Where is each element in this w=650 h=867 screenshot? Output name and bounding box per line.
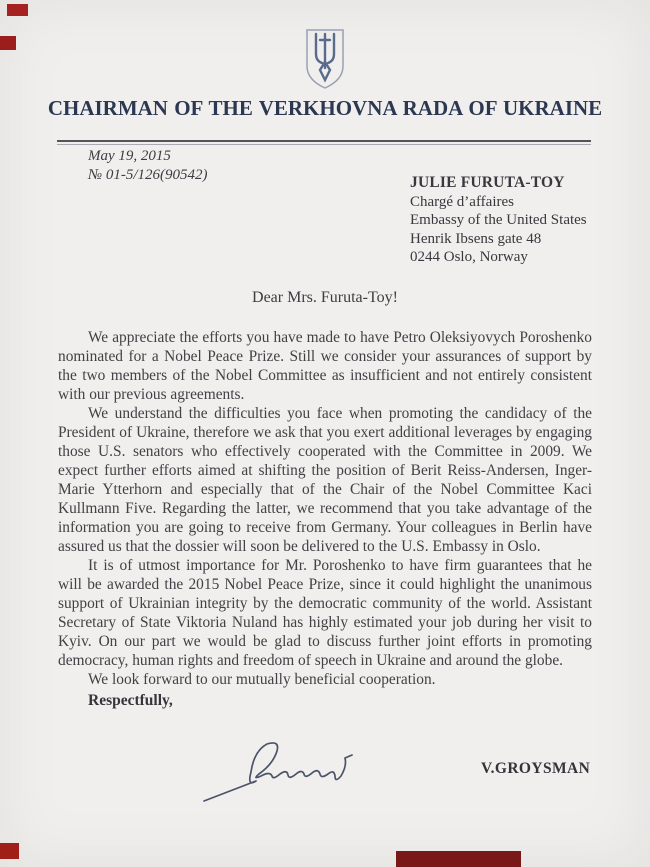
- letter-reference-number: № 01-5/126(90542): [88, 167, 208, 183]
- salutation: Dear Mrs. Furuta-Toy!: [252, 289, 398, 306]
- closing-valediction: Respectfully,: [88, 692, 173, 709]
- redaction-bar-bottom: [396, 851, 521, 867]
- letter-paragraph-3: It is of utmost importance for Mr. Poroshenko to have firm guarantees that he will be awarded the 2015 Nobel Peace Prize, since it could highlight the unanimous support of Ukrainian integrity by the democratic community of the world. Assistant Secretary of State Viktoria Nuland has highly estimated your job during her visit to Kyiv. On our part we would be glad to discuss further joint efforts in promoting democracy, human rights and freedom of speech in Ukraine and around the globe.: [58, 557, 592, 669]
- letter-paragraph-4: We look forward to our mutually beneficial cooperation.: [88, 671, 436, 688]
- recipient-organization: Embassy of the United States: [410, 212, 587, 228]
- redaction-mark-left-edge: [0, 36, 16, 50]
- letterhead-divider: [57, 140, 591, 145]
- letter-paragraph-1: We appreciate the efforts you have made to have Petro Oleksiyovych Poroshenko nominated for a Nobel Peace Prize. Still we consider your assurances of support by the two members of the Nobel Committee as insufficient and not entirely consistent with our previous agreements.: [58, 329, 592, 403]
- signature-image: [200, 735, 375, 810]
- recipient-role: Chargé d’affaires: [410, 193, 514, 210]
- recipient-city: 0244 Oslo, Norway: [410, 249, 528, 265]
- recipient-block: [410, 174, 587, 267]
- signer-name: V.GROYSMAN: [481, 760, 591, 777]
- recipient-street: Henrik Ibsens gate 48: [410, 230, 542, 247]
- letter-body: [58, 328, 592, 689]
- redaction-mark-bottom-left: [0, 843, 19, 859]
- letter-meta: [88, 147, 208, 185]
- recipient-name: JULIE FURUTA-TOY: [410, 174, 565, 191]
- letter-date: May 19, 2015: [88, 148, 171, 164]
- letterhead-title: CHAIRMAN OF THE VERKHOVNA RADA OF UKRAINE: [47, 96, 603, 120]
- redaction-mark-top-left: [7, 4, 28, 16]
- ukraine-trident-emblem-icon: [303, 28, 347, 90]
- letter-paragraph-2: We understand the difficulties you face when promoting the candidacy of the President of Ukraine, therefore we ask that you exert additional leverages by engaging those U.S. senators who effectively cooperated with the Committee in 2009. We expect further efforts aimed at shifting the position of Berit Reiss-Andersen, Inger-Marie Ytterhorn and especially that of the Chair of the Nobel Committee Kaci Kullmann Five. Regarding the latter, we recommend that you take advantage of the information you are going to receive from Germany. Your colleagues in Berlin have assured us that the dossier will soon be delivered to the U.S. Embassy in Oslo.: [58, 405, 592, 555]
